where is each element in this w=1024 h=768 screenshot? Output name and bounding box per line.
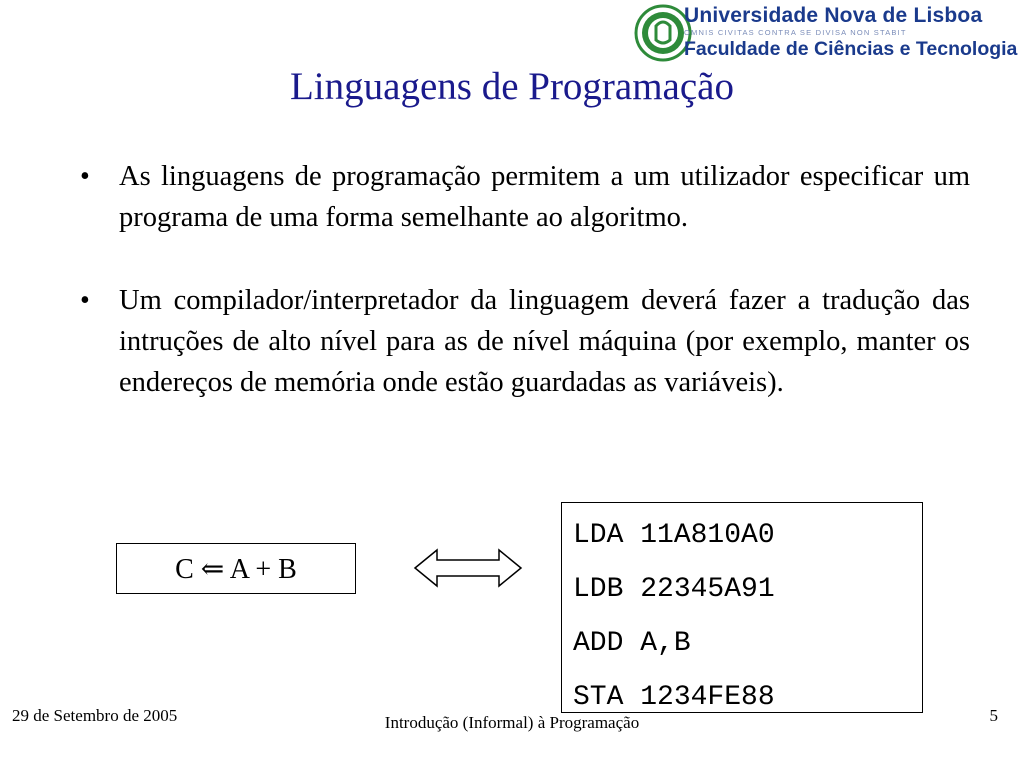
bullet-item — [78, 280, 970, 403]
bullet-marker: • — [80, 161, 90, 192]
high-level-expression-box: C ⇐ A + B — [116, 543, 356, 594]
footer-course-title: Introdução (Informal) à Programação — [384, 713, 640, 732]
assembly-line: STA 1234FE88 — [573, 682, 775, 713]
bullet-list — [78, 156, 970, 445]
bullet-text: Um compilador/interpretador da linguagem deverá fazer a tradução das intruções de alto nível para as de nível máquina (por exemplo, manter os endereços de memória onde estão guardadas as variáveis). — [119, 285, 970, 398]
logo-university-name: Universidade Nova de Lisboa — [684, 4, 983, 27]
logo-faculty-name: Faculdade de Ciências e Tecnologia — [684, 38, 1018, 60]
bullet-text: As linguagens de programação permitem a um utilizador especificar um programa de uma forma semelhante ao algoritmo. — [119, 161, 970, 233]
assembly-code-box — [561, 502, 923, 713]
logo-motto: OMNIS CIVITAS CONTRA SE DIVISA NON STABIT — [684, 28, 907, 37]
footer-date: 29 de Setembro de 2005 — [12, 706, 178, 725]
double-arrow-icon — [413, 547, 523, 589]
assembly-line: LDA 11A810A0 — [573, 520, 775, 551]
assembly-line: LDB 22345A91 — [573, 574, 775, 605]
bullet-item — [78, 156, 970, 238]
page-number: 5 — [989, 706, 998, 725]
assembly-line: ADD A,B — [573, 628, 691, 659]
slide-title: Linguagens de Programação — [289, 65, 734, 108]
university-logo — [630, 0, 1024, 66]
bullet-marker: • — [80, 285, 90, 316]
